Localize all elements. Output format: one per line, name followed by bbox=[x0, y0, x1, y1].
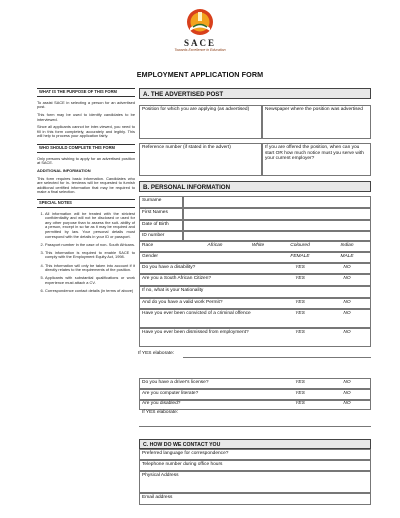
section-a-heading: A. THE ADVERTISED POST bbox=[139, 88, 371, 99]
gender-label: Gender bbox=[142, 254, 158, 259]
surname-label: Surname bbox=[139, 196, 183, 208]
license-question: Do you have a driver's license? bbox=[142, 380, 209, 385]
race-option-white[interactable]: White bbox=[251, 243, 265, 248]
note-item: 5. Applicants with substantial qualifications or work experience must attach a CV. bbox=[45, 276, 135, 285]
purpose-text-2: This form may be used to identify candidates to be interviewed. bbox=[37, 111, 135, 122]
disabled-yes[interactable]: YES bbox=[295, 401, 305, 406]
note-item: 1. All information will be treated with the strictest confidentiality and will not be disclosed or used for any other purpose than to assess the suit- ability of a person, except in so far as it may be required and permitted by law. Your personal details must correspond with the details in your ID or passport. bbox=[45, 212, 135, 240]
race-option-indian[interactable]: Indian bbox=[340, 243, 354, 248]
convicted-no[interactable]: NO bbox=[343, 311, 351, 316]
dismissed-yes[interactable]: YES bbox=[295, 330, 305, 335]
permit-yes[interactable]: YES bbox=[295, 300, 305, 305]
language-field[interactable]: Preferred language for correspondence? bbox=[139, 449, 371, 460]
citizen-no[interactable]: NO bbox=[343, 276, 351, 281]
disability-question: Do you have a disability? bbox=[142, 265, 196, 270]
nationality-question: If no, what is your Nationality bbox=[142, 288, 204, 293]
notes-list bbox=[37, 212, 135, 294]
notes-heading: SPECIAL NOTES bbox=[37, 199, 135, 208]
license-yes[interactable]: YES bbox=[295, 380, 305, 385]
note-item: 6. Correspondence contact details (in terms of above) bbox=[45, 289, 135, 294]
dismissed-question: Have you ever been dismissed from employment? bbox=[142, 330, 249, 335]
computer-yes[interactable]: YES bbox=[295, 391, 305, 396]
physical-address-field[interactable]: Physical Address bbox=[139, 471, 371, 493]
purpose-text-3: Since all applicants cannot be inter-viewed, you need to fill in this form completely, accurately and legibly. This will help to process your application fairly. bbox=[37, 124, 135, 139]
date-of-birth-label: Date of Birth bbox=[139, 220, 183, 231]
start-date-field[interactable]: If you are offered the position, when can you start OR how much notice must you serve with your current employer? bbox=[262, 143, 371, 176]
permit-question: And do you have a valid work Permit? bbox=[142, 300, 223, 305]
elaborate-line-2[interactable] bbox=[139, 426, 371, 427]
dismissed-no[interactable]: NO bbox=[343, 330, 351, 335]
first-names-label: First Names bbox=[139, 208, 183, 220]
license-no[interactable]: NO bbox=[343, 380, 351, 385]
disabled-no[interactable]: NO bbox=[343, 401, 351, 406]
permit-no[interactable]: NO bbox=[343, 300, 351, 305]
position-field[interactable]: Position for which you are applying (as advertised) bbox=[139, 105, 262, 139]
page-title: EMPLOYMENT APPLICATION FORM bbox=[136, 70, 264, 79]
email-field[interactable]: Email address bbox=[139, 493, 371, 505]
first-names-input[interactable] bbox=[183, 208, 371, 220]
section-b-heading: B. PERSONAL INFORMATION bbox=[139, 181, 371, 192]
elaborate-line[interactable] bbox=[183, 357, 371, 358]
surname-input[interactable] bbox=[183, 196, 371, 208]
who-heading: WHO SHOULD COMPLETE THIS FORM bbox=[37, 144, 135, 153]
race-option-african[interactable]: African bbox=[207, 243, 223, 248]
disability-yes[interactable]: YES bbox=[295, 265, 305, 270]
note-item: 4. This information will only be taken into account if it directly relates to the requirements of the position. bbox=[45, 264, 135, 273]
disabled-question: Are you disabled? bbox=[142, 401, 181, 406]
convicted-yes[interactable]: YES bbox=[295, 311, 305, 316]
who-text: Only persons wishing to apply for an advertised position at SACE. bbox=[37, 155, 135, 166]
newspaper-field[interactable]: Newspaper where the position was advertised bbox=[262, 105, 371, 139]
race-option-coloured[interactable]: Coloured bbox=[290, 243, 310, 248]
citizen-yes[interactable]: YES bbox=[295, 276, 305, 281]
telephone-field[interactable]: Telephone number during office hours bbox=[139, 460, 371, 471]
additional-heading: ADDITIONAL INFORMATION bbox=[37, 167, 91, 173]
id-number-label: ID number bbox=[139, 231, 183, 241]
purpose-heading: WHAT IS THE PURPOSE OF THIS FORM bbox=[37, 88, 135, 97]
citizen-question: Are you a South African Citizen? bbox=[142, 276, 212, 281]
note-item: 2. Passport number in the case of non- South Africans. bbox=[45, 243, 135, 248]
logo-tagline: Towards Excellence in Education bbox=[174, 48, 226, 52]
convicted-question: Have you ever been convicted of a criminal offence bbox=[142, 311, 251, 316]
purpose-text-1: To assist SACE in selecting a person for an advertised post. bbox=[37, 99, 135, 110]
logo-brand: SACE bbox=[183, 38, 216, 48]
disability-no[interactable]: NO bbox=[343, 265, 351, 270]
date-of-birth-input[interactable] bbox=[183, 220, 371, 231]
sace-emblem-icon bbox=[184, 6, 216, 38]
gender-option-male[interactable]: MALE bbox=[340, 254, 354, 259]
instructions-column bbox=[37, 88, 135, 297]
gender-option-female[interactable]: FEMALE bbox=[290, 254, 310, 259]
reference-number-field[interactable]: Reference number (if stated in the advert) bbox=[139, 143, 262, 176]
computer-question: Are you computer literate? bbox=[142, 391, 199, 396]
additional-text: This form requires basic information. Candidates who are selected for in- terviews will be requested to furnish additional certified information that may be required to make a final selection. bbox=[37, 175, 135, 195]
dismissed-elaborate-label: If YES elaborate: bbox=[138, 351, 175, 356]
id-number-input[interactable] bbox=[183, 231, 371, 241]
disabled-elaborate-label: If YES elaborate: bbox=[142, 410, 179, 415]
sace-logo bbox=[171, 6, 229, 56]
section-c-heading: C. HOW DO WE CONTACT YOU bbox=[139, 439, 371, 449]
race-label: Race bbox=[142, 243, 154, 248]
computer-no[interactable]: NO bbox=[343, 391, 351, 396]
note-item: 3. This information is required to enable SACE to comply with the Employment Equity Act, 1998. bbox=[45, 251, 135, 260]
